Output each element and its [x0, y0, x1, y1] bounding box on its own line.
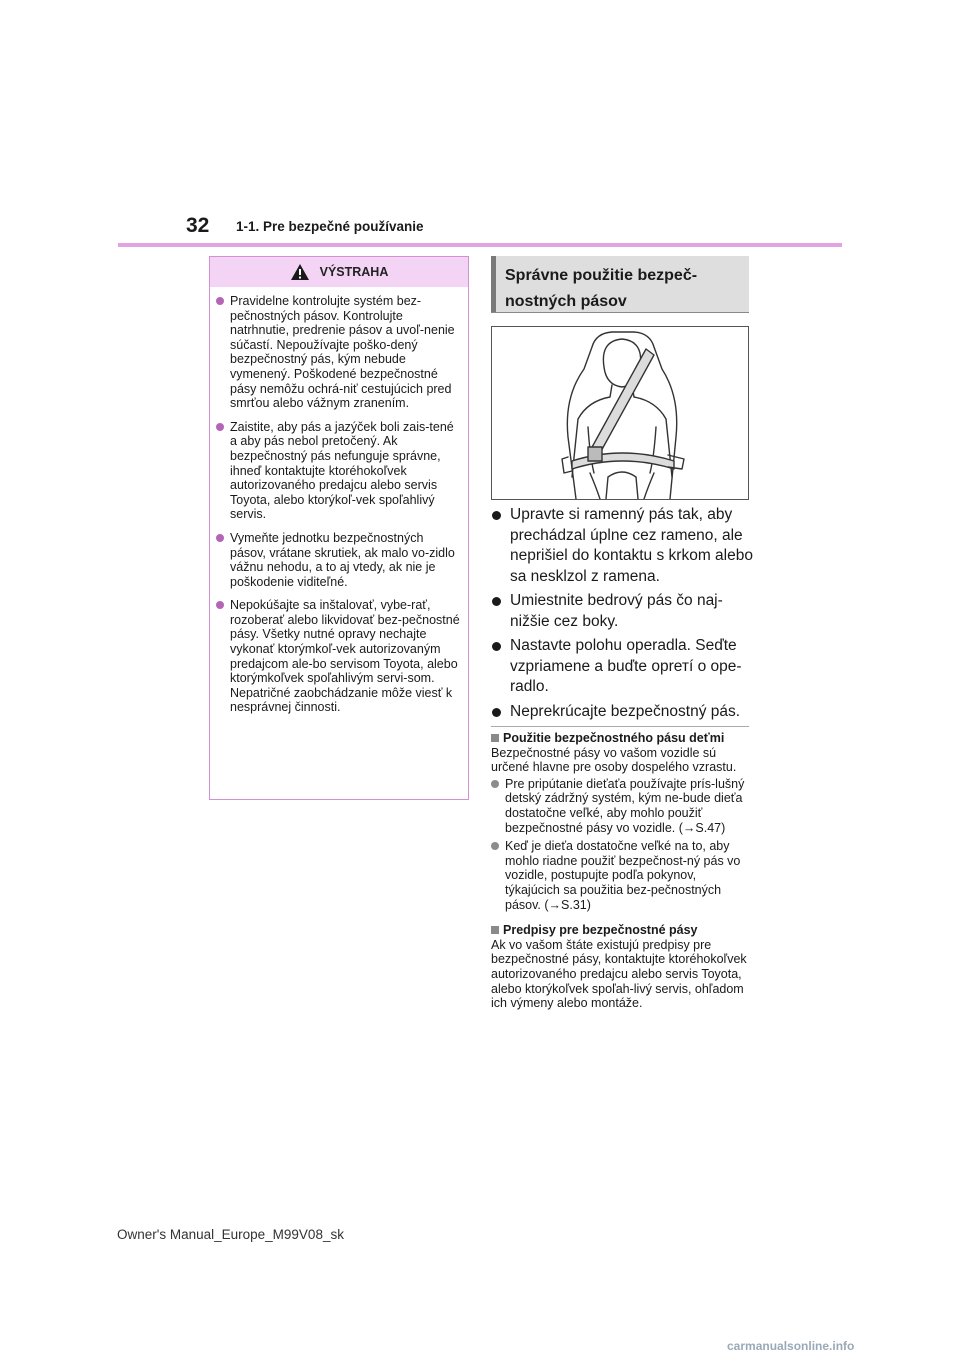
bullet-icon [492, 708, 501, 717]
warning-item-text: Nepokúšajte sa inštalovať, vybe-rať, rozoberať alebo likvidovať bez-pečnostné pásy. Všetky nutné opravy nechajte vykonať ktorýmkoľ-vek autorizovaným predajcom ale-bo servisom Toyota, alebo ktorýmkoľvek spoľahlivým servi-som. Nepatričné zaobchádzanie môže viesť k nesprávnej činnosti. [230, 598, 460, 715]
seated-person-seatbelt-icon [492, 327, 748, 499]
regulations-heading [491, 923, 753, 938]
warning-item [216, 420, 462, 522]
warning-item [216, 531, 462, 589]
section-title: 1-1. Pre bezpečné používanie [236, 219, 424, 234]
list-item-text: Keď je dieťa dostatočne veľké na to, aby mohlo riadne použiť bezpečnost-ný pás vo vozidle, postupujte podľa pokynov, týkajúcich sa použitia bez-pečnostných pásov. (→S.31) [505, 839, 741, 912]
seatbelt-illustration [491, 326, 749, 500]
bullet-icon [492, 511, 501, 520]
list-item [491, 702, 753, 723]
regulations-heading-text: Predpisy pre bezpečnostné pásy [503, 923, 698, 938]
header-rule [118, 243, 842, 247]
warning-item-text: Zaistite, aby pás a jazýček boli zais-tené a aby pás nebol pretočený. Ak bezpečnostný pás nefunguje správne, ihneď kontaktujte ktoréhokoľvek autorizovaného predajcu alebo servis Toyota, alebo ktorýkoľ-vek spoľahlivý servis. [230, 419, 454, 522]
section-heading [496, 256, 749, 315]
notes-section [491, 731, 753, 1013]
warning-item-text: Pravidelne kontrolujte systém bez-pečnostných pásov. Kontrolujte natrhnutie, predrenie pásov a uvoľ-nenie súčastí. Nepoužívajte poško-dený bezpečnostný pás, kým nebude vymenený. Poškodené bezpečnostné pásy nemôžu ochrá-niť cestujúcich pred smrťou alebo vážnym zranením. [230, 294, 455, 411]
list-item [491, 591, 753, 632]
section-heading-line: Správne použitie bezpeč- [505, 267, 698, 284]
square-bullet-icon [491, 734, 499, 742]
square-bullet-icon [491, 926, 499, 934]
bullet-icon [491, 842, 499, 850]
children-text: Bezpečnostné pásy vo vašom vozidle sú určené hlavne pre osoby dospelého vzrastu. [491, 745, 737, 775]
warning-triangle-icon [290, 263, 310, 281]
section-heading-line: nostných pásov [505, 293, 627, 310]
list-item-text: Neprekrúcajte bezpečnostný pás. [510, 702, 741, 720]
notes-divider [491, 726, 749, 727]
section-heading-box [491, 256, 749, 312]
children-heading [491, 731, 753, 746]
regulations-text: Ak vo vašom štáte existujú predpisy pre bezpečnostné pásy, kontaktujte ktoréhokoľvek autorizovaného predajcu alebo servis Toyota, alebo ktorýkoľvek spoľah-livý servis, ohľadom ich výmeny alebo montáže. [491, 937, 747, 1011]
warning-header [210, 257, 468, 287]
list-item-text: Nastavte polohu operadla. Seďte vzpriamene a buďte oprетí o ope-radlo. [510, 637, 742, 695]
section-heading-rule [491, 312, 749, 313]
list-item-text: Umiestnite bedrový pás čo naj-nižšie cez boky. [510, 592, 723, 630]
manual-footer: Owner's Manual_Europe_M99V08_sk [117, 1227, 344, 1242]
warning-box [209, 256, 469, 800]
bullet-icon [216, 601, 224, 609]
bullet-icon [492, 642, 501, 651]
watermark: carmanualsonline.info [727, 1339, 855, 1353]
bullet-icon [216, 297, 224, 305]
children-heading-text: Použitie bezpečnostného pásu deťmi [503, 731, 725, 745]
bullet-icon [216, 423, 224, 431]
list-item-text: Pre pripútanie dieťaťa používajte prís-lušný detský zádržný systém, kým ne-bude dieťa dostatočne veľké, aby mohlo použiť bezpečnostné pásy vo vozidle. (→S.47) [505, 776, 745, 835]
warning-item-text: Vymeňte jednotku bezpečnostných pásov, vrátane skrutiek, ak malo vo-zidlo vážnu nehodu, a to aj vtedy, ak nie je poškodenie viditeľné. [230, 530, 455, 589]
warning-list [210, 287, 468, 715]
warning-title: VÝSTRAHA [319, 265, 389, 279]
list-item [491, 777, 753, 835]
bullet-icon [491, 780, 499, 788]
bullet-icon [492, 597, 501, 606]
warning-item [216, 598, 462, 715]
warning-item [216, 294, 462, 411]
list-item [491, 636, 753, 698]
usage-bullet-list [491, 505, 753, 726]
bullet-icon [216, 534, 224, 542]
list-item [491, 505, 753, 587]
page-number: 32 [186, 214, 210, 237]
list-item [491, 839, 753, 912]
list-item-text: Upravte si ramenný pás tak, aby prechádzal úplne cez rameno, ale neprišiel do kontaktu s krkom alebo sa nesklzol z ramena. [510, 506, 753, 585]
